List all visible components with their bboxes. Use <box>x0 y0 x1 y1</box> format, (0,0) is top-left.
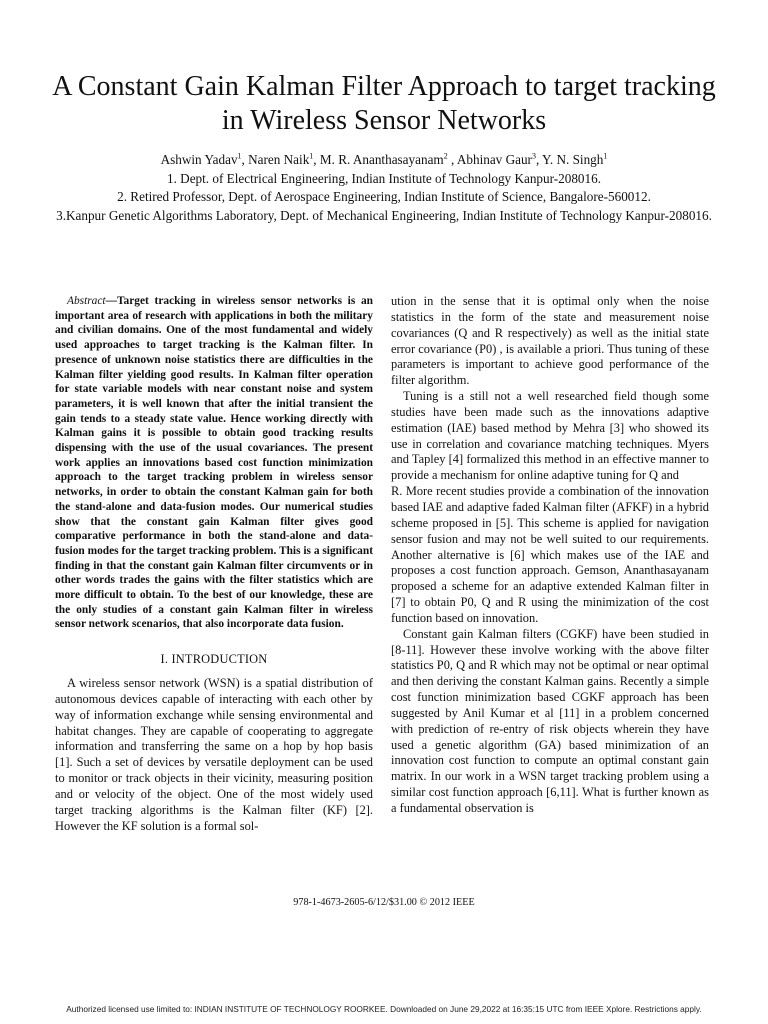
author-name: Naren Naik <box>248 152 310 167</box>
section-heading-introduction: I. INTRODUCTION <box>160 652 268 667</box>
author-name: Y. N. Singh <box>542 152 604 167</box>
copyright-notice: 978-1-4673-2605-6/12/$31.00 © 2012 IEEE <box>293 897 475 908</box>
author-separator: , <box>447 152 457 167</box>
author-block <box>30 151 738 225</box>
author-separator: , <box>313 152 320 167</box>
author-list <box>30 151 738 170</box>
author-affiliation-mark: 1 <box>309 151 314 161</box>
right-column <box>391 294 709 817</box>
license-footer: Authorized licensed use limited to: INDIAN INSTITUTE OF TECHNOLOGY ROORKEE. Downloaded on June 29,2022 at 16:35:15 UTC from IEEE Xplore. Restrictions apply. <box>66 1004 702 1014</box>
author-affiliation-mark: 3 <box>531 151 536 161</box>
abstract-text: —Target tracking in wireless sensor networks is an important area of research with applications in both the military and civilian domains. One of the most fundamental and widely used approaches to target tracking is the Kalman filter. In presence of unknown noise statistics there are difficulties in the Kalman filter yielding good results. In Kalman filter operation for state variable models with near constant noise and system parameters, it is well known that after the initial transient the gain tends to a steady state value. Hence working directly with Kalman gains it is possible to obtain good tracking results dispensing with the use of the usual covariances. The present work applies an innovations based cost function minimization approach to the target tracking problem in wireless sensor networks, in order to obtain the constant Kalman gain for both the stand-alone and data-fusion modes. Our numerical studies show that the constant gain Kalman filter gives good comparative performance in both the stand-alone and data-fusion modes for the target tracking problem. This is a significant finding in that the constant gain Kalman filter circumvents or in other words trades the gains with the filter statistics which are more difficult to obtain. To the best of our knowledge, these are the only studies of a constant gain Kalman filter in wireless sensor network scenarios, that also incorporate data fusion. <box>55 295 373 631</box>
body-paragraph: R. More recent studies provide a combination of the innovation based IAE and adaptive faded Kalman filter (AFKF) in a hybrid scheme proposed in [5]. This scheme is applied for navigation sensor fusion and may not be well suited to our requirements. Another alternative is [6] which makes use of the IAE and proposes a cost function approach. Gemson, Ananthasayanam proposed a scheme for an adaptive extended Kalman filter in [7] to obtain P0, Q and R using the minimization of the cost function based on innovation. <box>391 484 709 625</box>
body-paragraph: A wireless sensor network (WSN) is a spatial distribution of autonomous devices capable of interacting with each other by way of information exchange while sensing environmental and habitat changes. They are capable of cooperating to aggregate information and transferring the same on a hop by hop basis [1]. Such a set of devices by versatile deployment can be used to monitor or track objects in their vicinity, measuring position and or velocity of the object. One of the most widely used target tracking algorithms is the Kalman filter (KF) [2]. However the KF solution is a formal sol- <box>55 676 373 833</box>
affiliation-2: 2. Retired Professor, Dept. of Aerospace Engineering, Indian Institute of Science, Bangalore-560012. <box>117 189 651 204</box>
author-affiliation-mark: 1 <box>603 151 608 161</box>
author-separator: , <box>535 152 543 167</box>
author-name: Abhinav Gaur <box>456 152 532 167</box>
author-affiliation-mark: 2 <box>443 151 448 161</box>
body-paragraph: Constant gain Kalman filters (CGKF) have been studied in [8-11]. However these involve working with the above filter statistics P0, Q and R which may not be optimal or near optimal and then deriving the constant Kalman gains. Recently a simple cost function minimization based CGKF approach has been suggested by Anil Kumar et al [11] in a problem concerned with prediction of re-entry of risk objects wherein they have used a genetic algorithm (GA) based minimization of an innovation cost function to compute an optimal constant gain matrix. In our work in a WSN target tracking problem using a similar cost function approach [6,11]. What is further known as a fundamental observation is <box>391 626 709 815</box>
abstract-label: Abstract <box>67 295 106 307</box>
affiliation-3: 3.Kanpur Genetic Algorithms Laboratory, Dept. of Mechanical Engineering, Indian Institute of Technology Kanpur-208016. <box>56 207 712 223</box>
paper-title: A Constant Gain Kalman Filter Approach to target tracking in Wireless Sensor Networks <box>52 71 716 136</box>
author-name: Ashwin Yadav <box>160 152 238 167</box>
body-paragraph: ution in the sense that it is optimal only when the noise statistics in the form of the state and measurement noise covariances (Q and R respectively) as well as the initial state error covariance (P0) , is available a priori. Thus tuning of these parameters is important to achieve good performance of the filter algorithm. <box>391 294 709 388</box>
author-separator: , <box>241 152 249 167</box>
affiliation-1: 1. Dept. of Electrical Engineering, Indian Institute of Technology Kanpur-208016. <box>166 170 601 186</box>
abstract <box>55 294 373 632</box>
author-name: M. R. Ananthasayanam <box>319 152 444 167</box>
body-paragraph: Tuning is a still not a well researched field though some studies have been made such as the innovations adaptive estimation (IAE) based method by Mehra [3] who showed its use in correlation and covariance matching techniques. Myers and Tapley [4] formalized this method in an effective manner to provide a mechanism for online adaptive tuning for Q and <box>391 389 709 483</box>
author-affiliation-mark: 1 <box>237 151 242 161</box>
left-column <box>55 294 373 834</box>
